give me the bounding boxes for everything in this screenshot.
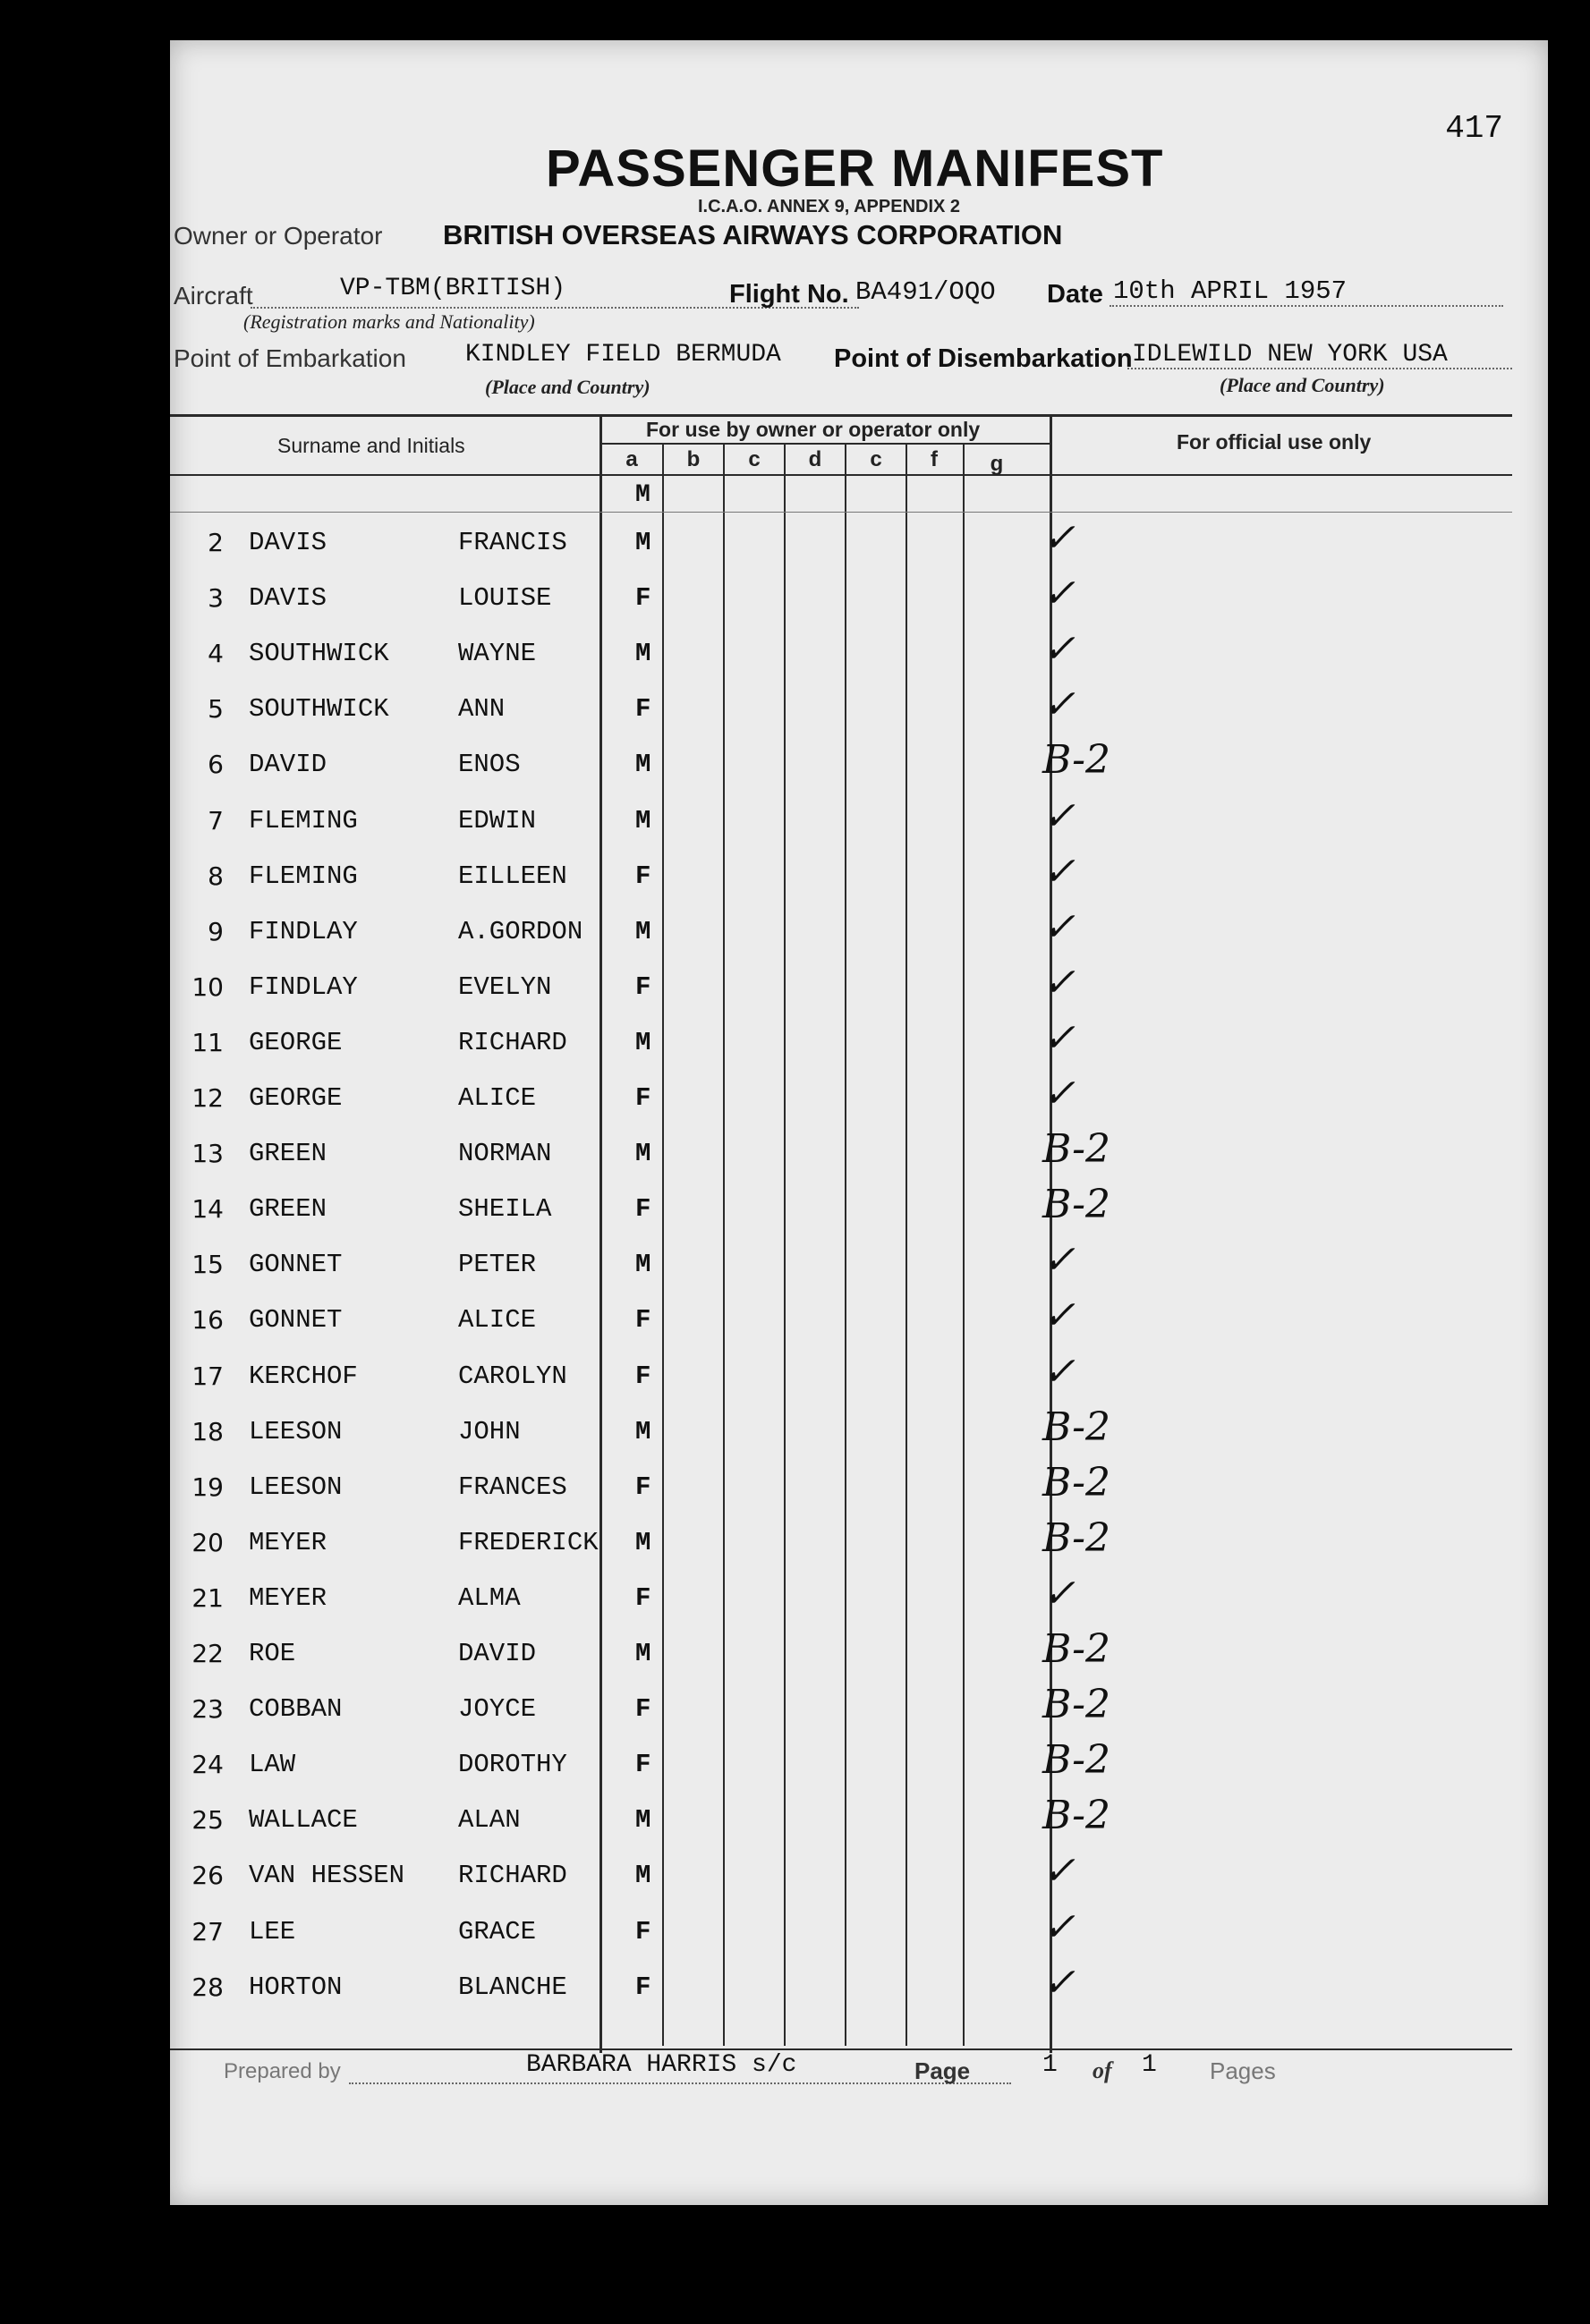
embarkation-value: KINDLEY FIELD BERMUDA: [465, 341, 781, 369]
table-row: [170, 682, 1548, 750]
table-row: [170, 1404, 1548, 1472]
table-row: [170, 1626, 1548, 1694]
table-bottom-rule: [170, 2048, 1512, 2050]
table-row: [170, 737, 1548, 805]
passenger-sex: F: [635, 861, 651, 891]
passenger-surname: SOUTHWICK: [249, 694, 389, 725]
official-mark: ✓: [1042, 1071, 1076, 1116]
table-row: [170, 1514, 1548, 1583]
passenger-surname: FLEMING: [249, 805, 358, 835]
flight-value: BA491/OQO: [855, 277, 996, 307]
passenger-given-name: LOUISE: [458, 583, 552, 614]
official-mark: ✓: [1042, 1904, 1076, 1950]
passenger-sex: M: [635, 1805, 651, 1836]
passenger-sex: M: [635, 1027, 651, 1057]
passenger-surname: KERCHOF: [249, 1361, 358, 1391]
row-number: 4: [208, 639, 224, 669]
col-c2-label: c: [870, 447, 882, 471]
official-mark: ✓: [1042, 682, 1076, 728]
row-number: 22: [191, 1639, 224, 1668]
passenger-surname: LEESON: [249, 1416, 343, 1446]
official-mark: ✓: [1042, 848, 1076, 895]
row-number: 25: [191, 1805, 224, 1836]
passenger-sex: F: [635, 971, 651, 1002]
row-number: 19: [191, 1472, 224, 1502]
official-mark: ✓: [1042, 515, 1076, 561]
table-row: [170, 1793, 1548, 1861]
table-row: [170, 1126, 1548, 1194]
passenger-given-name: EILLEEN: [458, 861, 567, 891]
passenger-sex: M: [635, 1416, 651, 1446]
passenger-sex: F: [635, 694, 651, 725]
disembarkation-label: Point of Disembarkation: [834, 344, 1133, 373]
col-f-label: f: [931, 447, 938, 471]
flight-label: Flight No.: [729, 280, 849, 309]
row-number: 21: [191, 1582, 224, 1613]
official-mark: B-2: [1042, 1404, 1111, 1450]
table-row: [170, 793, 1548, 861]
table-row: [170, 1014, 1548, 1083]
row-number: 12: [191, 1083, 224, 1113]
passenger-sex: F: [635, 1582, 651, 1613]
passenger-surname: FINDLAY: [249, 916, 358, 946]
passenger-given-name: ENOS: [458, 750, 521, 780]
table-top-rule: [170, 414, 1512, 417]
passenger-surname: GEORGE: [249, 1083, 343, 1113]
official-mark: ✓: [1042, 959, 1076, 1005]
passenger-given-name: BLANCHE: [458, 1972, 567, 2002]
row-number: 7: [208, 805, 224, 835]
owner-value: BRITISH OVERSEAS AIRWAYS CORPORATION: [443, 219, 1063, 250]
official-mark: B-2: [1042, 1682, 1111, 1728]
passenger-sex: M: [635, 916, 651, 946]
table-row: [170, 571, 1548, 639]
col-d-label: d: [808, 447, 822, 471]
passenger-surname: ROE: [249, 1639, 296, 1668]
table-row: [170, 1959, 1548, 2028]
document-title: PASSENGER MANIFEST: [546, 140, 1164, 198]
passenger-given-name: JOHN: [458, 1416, 521, 1446]
passenger-given-name: FREDERICK: [458, 1527, 599, 1557]
table-row: [170, 1682, 1548, 1750]
embarkation-label: Point of Embarkation: [174, 344, 406, 372]
official-mark: B-2: [1042, 1514, 1111, 1561]
passenger-given-name: RICHARD: [458, 1861, 567, 1891]
row-1-rule: [170, 512, 1512, 513]
passenger-sex: F: [635, 1472, 651, 1502]
official-mark: B-2: [1042, 1626, 1111, 1672]
row-number: 6: [208, 750, 224, 780]
passenger-given-name: A.GORDON: [458, 916, 583, 946]
col-b-label: b: [686, 447, 701, 471]
row-number: 3: [208, 583, 224, 614]
official-mark: ✓: [1042, 793, 1076, 839]
passenger-sex: F: [635, 1750, 651, 1780]
passenger-sex: M: [635, 750, 651, 780]
passenger-sex: F: [635, 1694, 651, 1725]
official-mark: ✓: [1042, 1348, 1076, 1395]
table-row: [170, 1293, 1548, 1361]
passenger-surname: DAVIS: [249, 583, 327, 614]
page-value: 1: [1042, 2051, 1058, 2079]
passenger-given-name: DOROTHY: [458, 1750, 567, 1780]
col-a-label: a: [625, 447, 638, 471]
row-number: 8: [208, 861, 224, 891]
passenger-surname: GONNET: [249, 1250, 343, 1280]
row-number: 13: [191, 1139, 224, 1169]
passenger-given-name: ALMA: [458, 1582, 521, 1613]
passenger-surname: LEE: [249, 1916, 296, 1947]
row-number: 10: [191, 971, 224, 1002]
passenger-given-name: SHEILA: [458, 1194, 552, 1225]
passenger-given-name: DAVID: [458, 1639, 537, 1668]
passenger-surname: DAVIS: [249, 528, 327, 557]
pages-label: Pages: [1210, 2057, 1276, 2084]
passenger-surname: GREEN: [249, 1139, 327, 1169]
passenger-sex: M: [635, 1639, 651, 1668]
passenger-sex: M: [635, 1250, 651, 1280]
embarkation-note: (Place and Country): [485, 376, 650, 398]
disembarkation-dotted-line: [1127, 368, 1512, 369]
passenger-sex: F: [635, 1305, 651, 1336]
of-value: 1: [1142, 2051, 1157, 2079]
col-official-header: For official use only: [1177, 430, 1372, 454]
manifest-sheet: [170, 40, 1548, 2205]
table-row: [170, 1570, 1548, 1639]
table-row: [170, 1348, 1548, 1417]
passenger-surname: FLEMING: [249, 861, 358, 891]
passenger-sex: M: [635, 1139, 651, 1169]
of-label: of: [1093, 2057, 1112, 2083]
passenger-surname: GREEN: [249, 1194, 327, 1225]
col-name-header: Surname and Initials: [277, 434, 465, 457]
passenger-surname: LAW: [249, 1750, 296, 1780]
table-row: [170, 626, 1548, 694]
official-mark: ✓: [1042, 1293, 1076, 1339]
passenger-sex: F: [635, 1083, 651, 1113]
passenger-surname: HORTON: [249, 1972, 343, 2002]
disembarkation-value: IDLEWILD NEW YORK USA: [1132, 341, 1448, 369]
passenger-surname: GEORGE: [249, 1027, 343, 1057]
passenger-surname: LEESON: [249, 1472, 343, 1502]
official-mark: ✓: [1042, 1959, 1076, 2006]
row-number: 16: [191, 1305, 224, 1336]
official-mark: B-2: [1042, 1793, 1111, 1839]
official-mark: ✓: [1042, 1570, 1076, 1616]
passenger-sex: M: [635, 1861, 651, 1891]
passenger-sex: F: [635, 583, 651, 614]
official-mark: B-2: [1042, 1182, 1111, 1228]
passenger-surname: WALLACE: [249, 1805, 358, 1836]
passenger-given-name: EDWIN: [458, 805, 537, 835]
passenger-surname: MEYER: [249, 1527, 327, 1557]
table-row: [170, 1237, 1548, 1305]
disembarkation-note: (Place and Country): [1220, 374, 1385, 396]
row-number: 26: [191, 1861, 224, 1891]
official-mark: ✓: [1042, 1237, 1076, 1284]
passenger-surname: COBBAN: [249, 1694, 343, 1725]
owner-label: Owner or Operator: [174, 222, 383, 250]
passenger-sex: M: [635, 528, 651, 557]
row-number: 20: [191, 1527, 224, 1557]
official-mark: ✓: [1042, 1848, 1076, 1895]
passenger-given-name: ALICE: [458, 1083, 537, 1113]
official-mark: B-2: [1042, 1737, 1111, 1784]
row-number: 9: [208, 916, 224, 946]
passenger-given-name: JOYCE: [458, 1694, 537, 1725]
row-number: 27: [191, 1916, 224, 1947]
passenger-surname: MEYER: [249, 1582, 327, 1613]
passenger-sex: M: [635, 805, 651, 835]
col-c-label: c: [748, 447, 761, 471]
table-row: [170, 515, 1548, 583]
official-mark: B-2: [1042, 1459, 1111, 1506]
passenger-given-name: FRANCES: [458, 1472, 567, 1502]
col-subheader-rule: [601, 443, 1051, 445]
document-subtitle: I.C.A.O. ANNEX 9, APPENDIX 2: [698, 197, 961, 216]
table-row: [170, 959, 1548, 1028]
passenger-sex: M: [635, 639, 651, 669]
row-number: 24: [191, 1750, 224, 1780]
official-mark: ✓: [1042, 903, 1076, 950]
prepared-dotted-line: [349, 2082, 1011, 2084]
col-operator-header: For use by owner or operator only: [646, 418, 981, 441]
table-row: [170, 1182, 1548, 1250]
passenger-surname: DAVID: [249, 750, 327, 780]
official-mark: B-2: [1042, 1126, 1111, 1173]
official-mark: ✓: [1042, 1014, 1076, 1061]
table-row: [170, 903, 1548, 972]
passenger-surname: SOUTHWICK: [249, 639, 389, 669]
table-row: [170, 848, 1548, 917]
row-number: 2: [208, 528, 224, 557]
date-dotted-line: [1110, 305, 1503, 307]
passenger-given-name: NORMAN: [458, 1139, 552, 1169]
row-number: 17: [191, 1361, 224, 1391]
first-row-mark: M: [635, 481, 650, 509]
passenger-given-name: GRACE: [458, 1916, 537, 1947]
prepared-label: Prepared by: [224, 2059, 341, 2083]
passenger-given-name: RICHARD: [458, 1027, 567, 1057]
table-row: [170, 1904, 1548, 1972]
passenger-surname: GONNET: [249, 1305, 343, 1336]
row-number: 23: [191, 1694, 224, 1725]
passenger-given-name: FRANCIS: [458, 528, 567, 557]
table-header-rule: [170, 474, 1512, 476]
row-number: 15: [191, 1250, 224, 1280]
passenger-given-name: PETER: [458, 1250, 537, 1280]
col-g-label: g: [990, 452, 1004, 476]
page-label: Page: [914, 2057, 971, 2084]
passenger-sex: F: [635, 1361, 651, 1391]
passenger-given-name: WAYNE: [458, 639, 537, 669]
date-label: Date: [1047, 280, 1103, 309]
official-mark: ✓: [1042, 571, 1076, 617]
aircraft-label: Aircraft: [174, 282, 253, 310]
passenger-sex: F: [635, 1916, 651, 1947]
row-number: 28: [191, 1972, 224, 2002]
row-number: 14: [191, 1194, 224, 1225]
table-row: [170, 1848, 1548, 1916]
date-value: 10th APRIL 1957: [1113, 276, 1348, 306]
passenger-given-name: EVELYN: [458, 971, 552, 1002]
passenger-sex: F: [635, 1194, 651, 1225]
passenger-sex: M: [635, 1527, 651, 1557]
passenger-given-name: CAROLYN: [458, 1361, 567, 1391]
official-mark: ✓: [1042, 626, 1076, 673]
passenger-sex: F: [635, 1972, 651, 2002]
aircraft-note: (Registration marks and Nationality): [243, 310, 535, 333]
row-number: 11: [191, 1027, 224, 1057]
passenger-given-name: ANN: [458, 694, 506, 725]
passenger-surname: VAN HESSEN: [249, 1861, 405, 1891]
table-row: [170, 1737, 1548, 1805]
row-number: 5: [208, 694, 224, 725]
passenger-given-name: ALICE: [458, 1305, 537, 1336]
passenger-given-name: ALAN: [458, 1805, 521, 1836]
table-row: [170, 1071, 1548, 1139]
page-number: 417: [1445, 110, 1503, 147]
official-mark: B-2: [1042, 737, 1111, 784]
prepared-value: BARBARA HARRIS s/c: [526, 2051, 797, 2079]
row-number: 18: [191, 1416, 224, 1446]
passenger-surname: FINDLAY: [249, 971, 358, 1002]
aircraft-value: VP-TBM(BRITISH): [340, 275, 566, 302]
table-row: [170, 1459, 1548, 1528]
